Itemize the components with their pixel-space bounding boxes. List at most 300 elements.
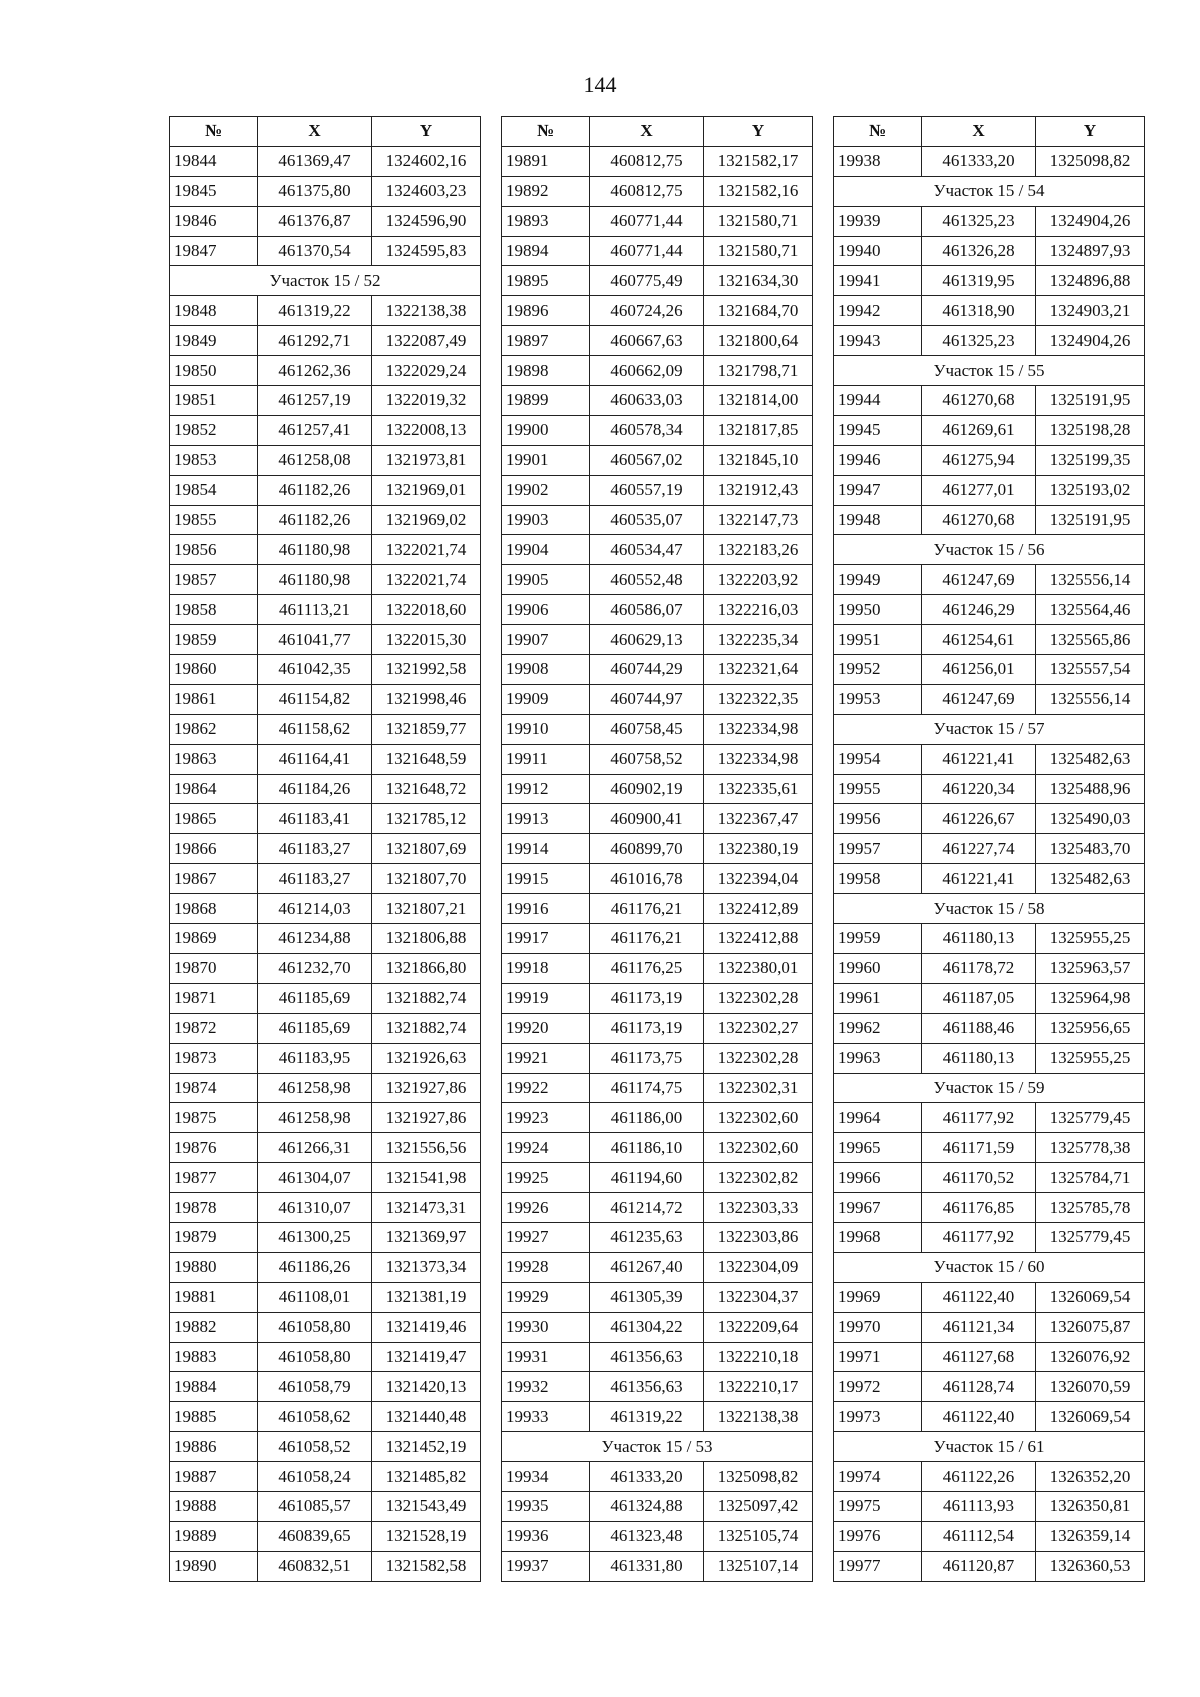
point-number: 19964 (834, 1103, 922, 1133)
y-coordinate: 1321807,21 (372, 894, 481, 924)
point-number: 19947 (834, 475, 922, 505)
x-coordinate: 461221,41 (922, 744, 1036, 774)
table-row (834, 505, 1145, 535)
point-number: 19861 (170, 684, 258, 714)
y-coordinate: 1321648,72 (372, 774, 481, 804)
coordinates-table-1 (169, 116, 481, 1582)
table-row (502, 1222, 813, 1252)
header-y: Y (1036, 117, 1145, 147)
table-row (834, 983, 1145, 1013)
x-coordinate: 461227,74 (922, 834, 1036, 864)
point-number: 19885 (170, 1402, 258, 1432)
table-row (834, 1491, 1145, 1521)
y-coordinate: 1325193,02 (1036, 475, 1145, 505)
x-coordinate: 461376,87 (258, 206, 372, 236)
x-coordinate: 461256,01 (922, 655, 1036, 685)
y-coordinate: 1321419,47 (372, 1342, 481, 1372)
table-row (170, 535, 481, 565)
y-coordinate: 1325556,14 (1036, 684, 1145, 714)
table-row (502, 834, 813, 864)
x-coordinate: 460899,70 (590, 834, 704, 864)
x-coordinate: 461235,63 (590, 1222, 704, 1252)
x-coordinate: 461375,80 (258, 176, 372, 206)
point-number: 19905 (502, 565, 590, 595)
x-coordinate: 461180,13 (922, 924, 1036, 954)
y-coordinate: 1321807,70 (372, 864, 481, 894)
table-row (834, 1133, 1145, 1163)
x-coordinate: 461304,22 (590, 1312, 704, 1342)
y-coordinate: 1324596,90 (372, 206, 481, 236)
point-number: 19938 (834, 146, 922, 176)
table-row (502, 176, 813, 206)
point-number: 19974 (834, 1462, 922, 1492)
x-coordinate: 461108,01 (258, 1282, 372, 1312)
table-row (170, 684, 481, 714)
table-row (170, 1163, 481, 1193)
table-row (834, 415, 1145, 445)
y-coordinate: 1322302,28 (704, 983, 813, 1013)
table-row (502, 1462, 813, 1492)
point-number: 19870 (170, 953, 258, 983)
table-row (834, 684, 1145, 714)
y-coordinate: 1322138,38 (372, 296, 481, 326)
y-coordinate: 1321807,69 (372, 834, 481, 864)
point-number: 19897 (502, 326, 590, 356)
x-coordinate: 461257,19 (258, 386, 372, 416)
y-coordinate: 1325198,28 (1036, 415, 1145, 445)
table-row (170, 1432, 481, 1462)
x-coordinate: 461319,95 (922, 266, 1036, 296)
x-coordinate: 460724,26 (590, 296, 704, 326)
point-number: 19853 (170, 445, 258, 475)
table-row (834, 475, 1145, 505)
x-coordinate: 461254,61 (922, 625, 1036, 655)
table-row (502, 625, 813, 655)
x-coordinate: 461300,25 (258, 1222, 372, 1252)
table-row (170, 595, 481, 625)
point-number: 19924 (502, 1133, 590, 1163)
point-number: 19972 (834, 1372, 922, 1402)
y-coordinate: 1321927,86 (372, 1103, 481, 1133)
table-row (834, 206, 1145, 236)
x-coordinate: 460758,45 (590, 714, 704, 744)
table-row (502, 684, 813, 714)
x-coordinate: 461269,61 (922, 415, 1036, 445)
point-number: 19862 (170, 714, 258, 744)
point-number: 19904 (502, 535, 590, 565)
y-coordinate: 1325105,74 (704, 1521, 813, 1551)
y-coordinate: 1325556,14 (1036, 565, 1145, 595)
table-row (170, 1013, 481, 1043)
table-row (834, 146, 1145, 176)
x-coordinate: 461184,26 (258, 774, 372, 804)
x-coordinate: 461183,27 (258, 834, 372, 864)
point-number: 19893 (502, 206, 590, 236)
y-coordinate: 1325483,70 (1036, 834, 1145, 864)
table-row (170, 864, 481, 894)
table-row (502, 475, 813, 505)
x-coordinate: 460744,97 (590, 684, 704, 714)
y-coordinate: 1322380,19 (704, 834, 813, 864)
y-coordinate: 1322210,18 (704, 1342, 813, 1372)
table-row (834, 655, 1145, 685)
x-coordinate: 460662,09 (590, 356, 704, 386)
y-coordinate: 1326076,92 (1036, 1342, 1145, 1372)
table-row (834, 565, 1145, 595)
table-row (170, 146, 481, 176)
x-coordinate: 461324,88 (590, 1491, 704, 1521)
table-row (502, 1342, 813, 1372)
point-number: 19973 (834, 1402, 922, 1432)
point-number: 19867 (170, 864, 258, 894)
x-coordinate: 461270,68 (922, 505, 1036, 535)
point-number: 19923 (502, 1103, 590, 1133)
table-row (502, 326, 813, 356)
point-number: 19937 (502, 1551, 590, 1581)
x-coordinate: 461058,79 (258, 1372, 372, 1402)
x-coordinate: 461122,40 (922, 1402, 1036, 1432)
table-row (502, 445, 813, 475)
point-number: 19955 (834, 774, 922, 804)
y-coordinate: 1321800,64 (704, 326, 813, 356)
point-number: 19939 (834, 206, 922, 236)
point-number: 19960 (834, 953, 922, 983)
table-row (170, 445, 481, 475)
y-coordinate: 1322147,73 (704, 505, 813, 535)
x-coordinate: 461220,34 (922, 774, 1036, 804)
y-coordinate: 1326069,54 (1036, 1402, 1145, 1432)
y-coordinate: 1322334,98 (704, 744, 813, 774)
y-coordinate: 1325191,95 (1036, 505, 1145, 535)
x-coordinate: 461183,27 (258, 864, 372, 894)
x-coordinate: 460578,34 (590, 415, 704, 445)
x-coordinate: 461185,69 (258, 983, 372, 1013)
y-coordinate: 1325778,38 (1036, 1133, 1145, 1163)
y-coordinate: 1321528,19 (372, 1521, 481, 1551)
x-coordinate: 460667,63 (590, 326, 704, 356)
table-row (834, 386, 1145, 416)
y-coordinate: 1322302,28 (704, 1043, 813, 1073)
y-coordinate: 1321998,46 (372, 684, 481, 714)
y-coordinate: 1322380,01 (704, 953, 813, 983)
x-coordinate: 460902,19 (590, 774, 704, 804)
point-number: 19917 (502, 924, 590, 954)
table-row (170, 804, 481, 834)
point-number: 19852 (170, 415, 258, 445)
y-coordinate: 1325956,65 (1036, 1013, 1145, 1043)
point-number: 19961 (834, 983, 922, 1013)
point-number: 19950 (834, 595, 922, 625)
point-number: 19860 (170, 655, 258, 685)
point-number: 19968 (834, 1222, 922, 1252)
y-coordinate: 1322235,34 (704, 625, 813, 655)
point-number: 19915 (502, 864, 590, 894)
y-coordinate: 1322302,82 (704, 1163, 813, 1193)
y-coordinate: 1324904,26 (1036, 326, 1145, 356)
table-row (170, 1193, 481, 1223)
x-coordinate: 461325,23 (922, 326, 1036, 356)
x-coordinate: 461173,19 (590, 1013, 704, 1043)
header-y: Y (704, 117, 813, 147)
point-number: 19908 (502, 655, 590, 685)
x-coordinate: 460567,02 (590, 445, 704, 475)
y-coordinate: 1322335,61 (704, 774, 813, 804)
y-coordinate: 1325097,42 (704, 1491, 813, 1521)
point-number: 19871 (170, 983, 258, 1013)
y-coordinate: 1325564,46 (1036, 595, 1145, 625)
y-coordinate: 1326350,81 (1036, 1491, 1145, 1521)
table-row (834, 1462, 1145, 1492)
table-row (834, 804, 1145, 834)
y-coordinate: 1321369,97 (372, 1222, 481, 1252)
section-row (834, 894, 1145, 924)
x-coordinate: 461177,92 (922, 1103, 1036, 1133)
table-row (170, 565, 481, 595)
x-coordinate: 461154,82 (258, 684, 372, 714)
point-number: 19854 (170, 475, 258, 505)
point-number: 19849 (170, 326, 258, 356)
table-header (502, 117, 813, 147)
x-coordinate: 461333,20 (922, 146, 1036, 176)
x-coordinate: 461058,80 (258, 1342, 372, 1372)
table-header (170, 117, 481, 147)
header-number: № (170, 117, 258, 147)
table-row (170, 924, 481, 954)
table-row (502, 1521, 813, 1551)
y-coordinate: 1321806,88 (372, 924, 481, 954)
section-title: Участок 15 / 59 (834, 1073, 1145, 1103)
point-number: 19959 (834, 924, 922, 954)
table-row (834, 864, 1145, 894)
x-coordinate: 461176,85 (922, 1193, 1036, 1223)
point-number: 19886 (170, 1432, 258, 1462)
x-coordinate: 461267,40 (590, 1252, 704, 1282)
x-coordinate: 460557,19 (590, 475, 704, 505)
x-coordinate: 461122,40 (922, 1282, 1036, 1312)
table-row (502, 924, 813, 954)
point-number: 19857 (170, 565, 258, 595)
table-row (502, 1282, 813, 1312)
table-header (834, 117, 1145, 147)
x-coordinate: 461058,62 (258, 1402, 372, 1432)
x-coordinate: 461182,26 (258, 505, 372, 535)
table-row (170, 1282, 481, 1312)
x-coordinate: 461247,69 (922, 684, 1036, 714)
point-number: 19875 (170, 1103, 258, 1133)
table-row (502, 296, 813, 326)
y-coordinate: 1325785,78 (1036, 1193, 1145, 1223)
y-coordinate: 1325488,96 (1036, 774, 1145, 804)
point-number: 19966 (834, 1163, 922, 1193)
y-coordinate: 1321973,81 (372, 445, 481, 475)
x-coordinate: 461113,21 (258, 595, 372, 625)
point-number: 19895 (502, 266, 590, 296)
table-row (170, 1133, 481, 1163)
x-coordinate: 461266,31 (258, 1133, 372, 1163)
section-row (834, 356, 1145, 386)
point-number: 19975 (834, 1491, 922, 1521)
x-coordinate: 461234,88 (258, 924, 372, 954)
x-coordinate: 460771,44 (590, 206, 704, 236)
table-row (834, 1551, 1145, 1581)
point-number: 19928 (502, 1252, 590, 1282)
point-number: 19899 (502, 386, 590, 416)
point-number: 19942 (834, 296, 922, 326)
point-number: 19952 (834, 655, 922, 685)
y-coordinate: 1321969,01 (372, 475, 481, 505)
x-coordinate: 461194,60 (590, 1163, 704, 1193)
table-row (834, 236, 1145, 266)
x-coordinate: 461180,13 (922, 1043, 1036, 1073)
x-coordinate: 461246,29 (922, 595, 1036, 625)
x-coordinate: 460758,52 (590, 744, 704, 774)
y-coordinate: 1322018,60 (372, 595, 481, 625)
x-coordinate: 460586,07 (590, 595, 704, 625)
table-row (502, 1372, 813, 1402)
point-number: 19890 (170, 1551, 258, 1581)
table-row (170, 1073, 481, 1103)
x-coordinate: 461085,57 (258, 1491, 372, 1521)
table-row (834, 1402, 1145, 1432)
header-x: X (922, 117, 1036, 147)
y-coordinate: 1325565,86 (1036, 625, 1145, 655)
y-coordinate: 1325964,98 (1036, 983, 1145, 1013)
section-title: Участок 15 / 53 (502, 1432, 813, 1462)
section-row (834, 1073, 1145, 1103)
section-title: Участок 15 / 57 (834, 714, 1145, 744)
table-row (834, 1103, 1145, 1133)
point-number: 19892 (502, 176, 590, 206)
y-coordinate: 1322321,64 (704, 655, 813, 685)
table-row (502, 1133, 813, 1163)
y-coordinate: 1325199,35 (1036, 445, 1145, 475)
x-coordinate: 461277,01 (922, 475, 1036, 505)
x-coordinate: 460534,47 (590, 535, 704, 565)
y-coordinate: 1321556,56 (372, 1133, 481, 1163)
x-coordinate: 461113,93 (922, 1491, 1036, 1521)
section-title: Участок 15 / 52 (170, 266, 481, 296)
table-row (170, 386, 481, 416)
x-coordinate: 461333,20 (590, 1462, 704, 1492)
y-coordinate: 1324903,21 (1036, 296, 1145, 326)
y-coordinate: 1326069,54 (1036, 1282, 1145, 1312)
point-number: 19949 (834, 565, 922, 595)
table-row (170, 356, 481, 386)
y-coordinate: 1321882,74 (372, 983, 481, 1013)
table-row (170, 1551, 481, 1581)
y-coordinate: 1321648,59 (372, 744, 481, 774)
y-coordinate: 1321927,86 (372, 1073, 481, 1103)
point-number: 19902 (502, 475, 590, 505)
point-number: 19873 (170, 1043, 258, 1073)
point-number: 19926 (502, 1193, 590, 1223)
point-number: 19969 (834, 1282, 922, 1312)
x-coordinate: 460535,07 (590, 505, 704, 535)
point-number: 19906 (502, 595, 590, 625)
y-coordinate: 1322183,26 (704, 535, 813, 565)
point-number: 19916 (502, 894, 590, 924)
point-number: 19925 (502, 1163, 590, 1193)
x-coordinate: 461258,08 (258, 445, 372, 475)
table-row (502, 655, 813, 685)
point-number: 19970 (834, 1312, 922, 1342)
y-coordinate: 1322322,35 (704, 684, 813, 714)
x-coordinate: 460775,49 (590, 266, 704, 296)
y-coordinate: 1326075,87 (1036, 1312, 1145, 1342)
x-coordinate: 461041,77 (258, 625, 372, 655)
table-row (170, 655, 481, 685)
table-row (170, 1222, 481, 1252)
x-coordinate: 460812,75 (590, 146, 704, 176)
x-coordinate: 461304,07 (258, 1163, 372, 1193)
table-row (502, 1491, 813, 1521)
table-row (170, 1043, 481, 1073)
x-coordinate: 461221,41 (922, 864, 1036, 894)
point-number: 19887 (170, 1462, 258, 1492)
y-coordinate: 1322304,09 (704, 1252, 813, 1282)
y-coordinate: 1325557,54 (1036, 655, 1145, 685)
table-row (502, 386, 813, 416)
x-coordinate: 460633,03 (590, 386, 704, 416)
x-coordinate: 461257,41 (258, 415, 372, 445)
table-row (502, 953, 813, 983)
y-coordinate: 1321845,10 (704, 445, 813, 475)
y-coordinate: 1321373,34 (372, 1252, 481, 1282)
table-row (170, 475, 481, 505)
table-row (502, 236, 813, 266)
table-row (502, 774, 813, 804)
x-coordinate: 460744,29 (590, 655, 704, 685)
x-coordinate: 461187,05 (922, 983, 1036, 1013)
table-row (170, 714, 481, 744)
point-number: 19920 (502, 1013, 590, 1043)
x-coordinate: 461275,94 (922, 445, 1036, 475)
point-number: 19930 (502, 1312, 590, 1342)
table-row (170, 415, 481, 445)
x-coordinate: 461173,75 (590, 1043, 704, 1073)
table-row (834, 1163, 1145, 1193)
table-row (170, 1462, 481, 1492)
table-row (170, 176, 481, 206)
point-number: 19912 (502, 774, 590, 804)
table-row (834, 1342, 1145, 1372)
y-coordinate: 1325482,63 (1036, 744, 1145, 774)
point-number: 19971 (834, 1342, 922, 1372)
x-coordinate: 461170,52 (922, 1163, 1036, 1193)
y-coordinate: 1326352,20 (1036, 1462, 1145, 1492)
y-coordinate: 1326360,53 (1036, 1551, 1145, 1581)
coordinates-table-3 (833, 116, 1145, 1582)
y-coordinate: 1324603,23 (372, 176, 481, 206)
y-coordinate: 1322138,38 (704, 1402, 813, 1432)
table-row (502, 1163, 813, 1193)
y-coordinate: 1322303,33 (704, 1193, 813, 1223)
point-number: 19866 (170, 834, 258, 864)
table-row (170, 894, 481, 924)
x-coordinate: 461182,26 (258, 475, 372, 505)
x-coordinate: 461323,48 (590, 1521, 704, 1551)
y-coordinate: 1322304,37 (704, 1282, 813, 1312)
y-coordinate: 1324904,26 (1036, 206, 1145, 236)
header-number: № (502, 117, 590, 147)
table-row (834, 296, 1145, 326)
y-coordinate: 1325963,57 (1036, 953, 1145, 983)
x-coordinate: 461186,10 (590, 1133, 704, 1163)
point-number: 19877 (170, 1163, 258, 1193)
table-row (502, 1103, 813, 1133)
x-coordinate: 461185,69 (258, 1013, 372, 1043)
point-number: 19882 (170, 1312, 258, 1342)
